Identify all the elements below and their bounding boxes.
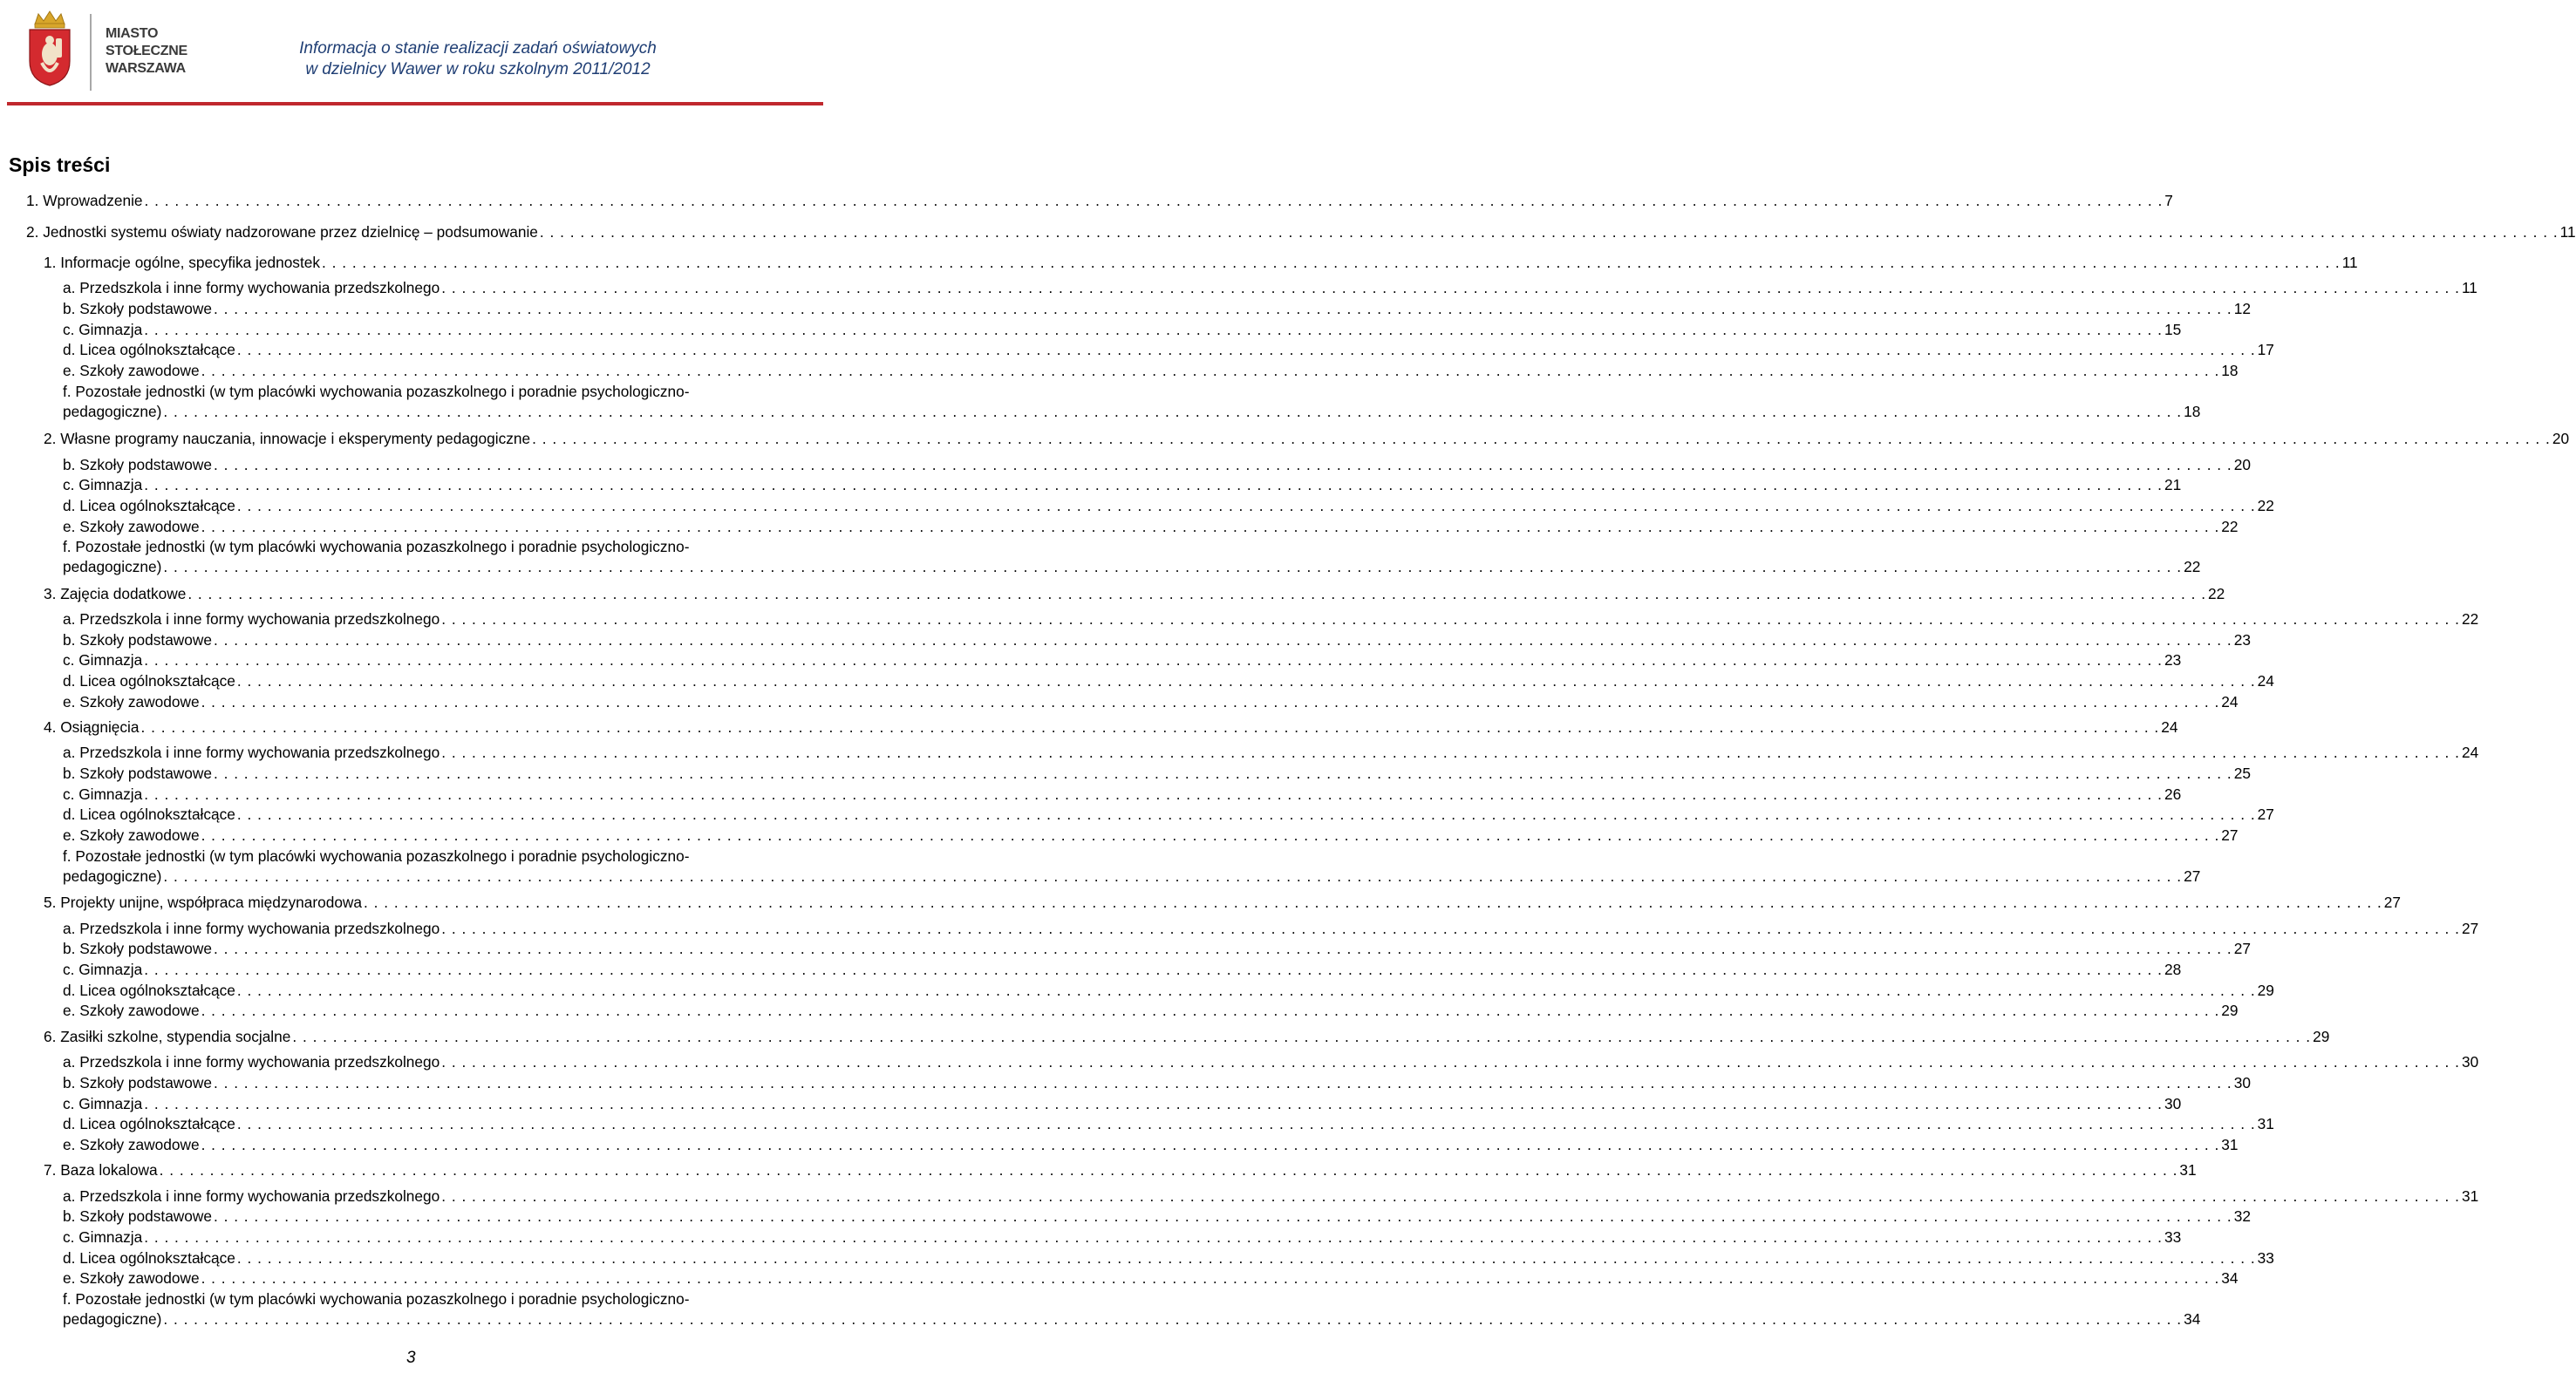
toc-entry[interactable]: [63, 1094, 2182, 1113]
toc-entry[interactable]: [44, 584, 2225, 603]
toc-entry-page: 33: [2164, 1228, 2182, 1246]
dot-leader: . . . . . . . . . . . . . . . . . . . . . . . . . . . . . . . . . . . . . . . . . . . . . . . . . . . . . . . . . . . . . . . . . . . . . . . . . . . . . . . . . . . . . . . . . . . . . . . . . . . . . . . . . . . . . . . . . . . . . . . . . . . . . . . . . . . . . . . . . . . . . . . . . . . . . . . . . . . . . . . . . . . . . . . . . . . . . . . . . . . . . . . . . . . . . . . . . . . . . . . .: [441, 1187, 2460, 1205]
toc-entry-page: 27: [2221, 826, 2239, 844]
toc-entry-label: pedagogiczne): [63, 1310, 162, 1328]
toc-entry-label: a. Przedszkola i inne formy wychowania przedszkolnego: [63, 1187, 440, 1205]
toc-entry-page: 32: [2233, 1207, 2251, 1225]
toc-entry-label: e. Szkoły zawodowe: [63, 518, 200, 535]
dot-leader: . . . . . . . . . . . . . . . . . . . . . . . . . . . . . . . . . . . . . . . . . . . . . . . . . . . . . . . . . . . . . . . . . . . . . . . . . . . . . . . . . . . . . . . . . . . . . . . . . . . . . . . . . . . . . . . . . . . . . . . . . . . . . . . . . . . . . . . . . . . . . . . . . . . . . . . . . . . . . . . . . . . . . . . . . . . . . . . . . . . . . . . . . . . . . . . . . . . . . . . .: [236, 982, 2256, 999]
dot-leader: . . . . . . . . . . . . . . . . . . . . . . . . . . . . . . . . . . . . . . . . . . . . . . . . . . . . . . . . . . . . . . . . . . . . . . . . . . . . . . . . . . . . . . . . . . . . . . . . . . . . . . . . . . . . . . . . . . . . . . . . . . . . . . . . . . . . . . . . . . . . . . . . . . . . . . . . . . . . . . . . . . . . . . . . . . . . . . . . . . . . . . . . . . . . . . . . . . . . . . . .: [201, 1002, 2220, 1019]
toc-entry[interactable]: [63, 630, 2251, 649]
toc-entry-page: 27: [2257, 806, 2274, 823]
dot-leader: . . . . . . . . . . . . . . . . . . . . . . . . . . . . . . . . . . . . . . . . . . . . . . . . . . . . . . . . . . . . . . . . . . . . . . . . . . . . . . . . . . . . . . . . . . . . . . . . . . . . . . . . . . . . . . . . . . . . . . . . . . . . . . . . . . . . . . . . . . . . . . . . . . . . . . . . . . . . . . . . . . . . . . . . . . . . . . . . . . . . . . . . . . . . . . . . . . . . . . . .: [163, 403, 2183, 420]
dot-leader: . . . . . . . . . . . . . . . . . . . . . . . . . . . . . . . . . . . . . . . . . . . . . . . . . . . . . . . . . . . . . . . . . . . . . . . . . . . . . . . . . . . . . . . . . . . . . . . . . . . . . . . . . . . . . . . . . . . . . . . . . . . . . . . . . . . . . . . . . . . . . . . . . . . . . . . . . . . . . . . . . . . . . . . . . . . . . . . . . . . . . . . . . . . . . . . . . . . . . . . .: [163, 1310, 2183, 1328]
dot-leader: . . . . . . . . . . . . . . . . . . . . . . . . . . . . . . . . . . . . . . . . . . . . . . . . . . . . . . . . . . . . . . . . . . . . . . . . . . . . . . . . . . . . . . . . . . . . . . . . . . . . . . . . . . . . . . . . . . . . . . . . . . . . . . . . . . . . . . . . . . . . . . . . . . . . . . . . . . . . . . . . . . . . . . . . . . . . . . . . . . . . . . . . . . . . . . . . . . . . . . . .: [441, 1053, 2460, 1071]
toc-entry-label: c. Gimnazja: [63, 961, 143, 978]
dot-leader: . . . . . . . . . . . . . . . . . . . . . . . . . . . . . . . . . . . . . . . . . . . . . . . . . . . . . . . . . . . . . . . . . . . . . . . . . . . . . . . . . . . . . . . . . . . . . . . . . . . . . . . . . . . . . . . . . . . . . . . . . . . . . . . . . . . . . . . . . . . . . . . . . . . . . . . . . . . . . . . . . . . . . . . . . . . . . . . . . . . . . . . . . . . . . . . . . . . . . . . .: [213, 940, 2232, 957]
toc-entry-page: 27: [2184, 867, 2201, 885]
toc-entry-label: c. Gimnazja: [63, 785, 143, 803]
toc-entry-page: 27: [2383, 894, 2401, 911]
toc-entry-label: pedagogiczne): [63, 558, 162, 575]
toc-entry[interactable]: [63, 939, 2251, 958]
toc-entry[interactable]: [63, 671, 2274, 690]
toc-entry-label: 1. Wprowadzenie: [26, 192, 143, 209]
toc-entry-label-line1: f. Pozostałe jednostki (w tym placówki wychowania pozaszkolnego i poradnie psychologiczno-: [63, 847, 690, 865]
toc-entry-label: d. Licea ogólnokształcące: [63, 672, 235, 690]
dot-leader: . . . . . . . . . . . . . . . . . . . . . . . . . . . . . . . . . . . . . . . . . . . . . . . . . . . . . . . . . . . . . . . . . . . . . . . . . . . . . . . . . . . . . . . . . . . . . . . . . . . . . . . . . . . . . . . . . . . . . . . . . . . . . . . . . . . . . . . . . . . . . . . . . . . . . . . . . . . . . . . . . . . . . . . . . . . . . . . . . . . . . . . . . . . . . . . . . . . . . . . .: [187, 585, 2207, 602]
toc-entry-page: 24: [2221, 693, 2239, 710]
toc-entry[interactable]: [63, 805, 2274, 824]
toc-entry-label: b. Szkoły podstawowe: [63, 1207, 212, 1225]
toc-entry-label: 1. Informacje ogólne, specyfika jednostek: [44, 254, 321, 271]
dot-leader: . . . . . . . . . . . . . . . . . . . . . . . . . . . . . . . . . . . . . . . . . . . . . . . . . . . . . . . . . . . . . . . . . . . . . . . . . . . . . . . . . . . . . . . . . . . . . . . . . . . . . . . . . . . . . . . . . . . . . . . . . . . . . . . . . . . . . . . . . . . . . . . . . . . . . . . . . . . . . . . . . . . . . . . . . . . . . . . . . . . . . . . . . . . . . . . . . . . . . . . .: [236, 1249, 2256, 1267]
toc-entry-label: a. Przedszkola i inne formy wychowania przedszkolnego: [63, 920, 440, 937]
toc-entry-label: 2. Własne programy nauczania, innowacje i eksperymenty pedagogiczne: [44, 430, 531, 447]
document-title-line2: w dzielnicy Wawer w roku szkolnym 2011/2012: [305, 60, 651, 78]
toc-entry-page: 24: [2461, 744, 2479, 761]
toc-entry[interactable]: [63, 1135, 2239, 1154]
toc-entry-label: d. Licea ogólnokształcące: [63, 982, 235, 999]
toc-entry[interactable]: [26, 191, 2173, 210]
toc-entry-page: 15: [2164, 321, 2182, 338]
toc-entry[interactable]: [63, 1186, 2479, 1206]
toc-entry-label: 6. Zasiłki szkolne, stypendia socjalne: [44, 1028, 291, 1045]
dot-leader: . . . . . . . . . . . . . . . . . . . . . . . . . . . . . . . . . . . . . . . . . . . . . . . . . . . . . . . . . . . . . . . . . . . . . . . . . . . . . . . . . . . . . . . . . . . . . . . . . . . . . . . . . . . . . . . . . . . . . . . . . . . . . . . . . . . . . . . . . . . . . . . . . . . . . . . . . . . . . . . . . . . . . . . . . . . . . . . . . . . . . . . . . . . . . . . . . . . . . . . .: [236, 1115, 2256, 1132]
dot-leader: . . . . . . . . . . . . . . . . . . . . . . . . . . . . . . . . . . . . . . . . . . . . . . . . . . . . . . . . . . . . . . . . . . . . . . . . . . . . . . . . . . . . . . . . . . . . . . . . . . . . . . . . . . . . . . . . . . . . . . . . . . . . . . . . . . . . . . . . . . . . . . . . . . . . . . . . . . . . . . . . . . . . . . . . . . . . . . . . . . . . . . . . . . . . . . . . . . . . . . . .: [144, 321, 2163, 338]
toc-entry[interactable]: [63, 650, 2182, 670]
toc-entry-label: d. Licea ogólnokształcące: [63, 806, 235, 823]
toc-entry-page: 34: [2221, 1269, 2239, 1287]
toc-entry[interactable]: [63, 1268, 2239, 1288]
toc-entry-page: 24: [2257, 672, 2274, 690]
dot-leader: . . . . . . . . . . . . . . . . . . . . . . . . . . . . . . . . . . . . . . . . . . . . . . . . . . . . . . . . . . . . . . . . . . . . . . . . . . . . . . . . . . . . . . . . . . . . . . . . . . . . . . . . . . . . . . . . . . . . . . . . . . . . . . . . . . . . . . . . . . . . . . . . . . . . . . . . . . . . . . . . . . . . . . . . . . . . . . . . . . . . . . . . . . . . . . . . . . . . . . . .: [144, 192, 2164, 209]
toc-entry-page: 30: [2461, 1053, 2479, 1071]
document-title-line1: Informacja o stanie realizacji zadań oświatowych: [299, 39, 657, 58]
dot-leader: . . . . . . . . . . . . . . . . . . . . . . . . . . . . . . . . . . . . . . . . . . . . . . . . . . . . . . . . . . . . . . . . . . . . . . . . . . . . . . . . . . . . . . . . . . . . . . . . . . . . . . . . . . . . . . . . . . . . . . . . . . . . . . . . . . . . . . . . . . . . . . . . . . . . . . . . . . . . . . . . . . . . . . . . . . . . . . . . . . . . . . . . . . . . . . . . . . . . . . . .: [144, 476, 2163, 493]
toc-entry-page: 27: [2461, 920, 2479, 937]
toc-entry-page: 29: [2221, 1002, 2239, 1019]
toc-entry[interactable]: [63, 402, 2201, 421]
toc-entry-label: c. Gimnazja: [63, 321, 143, 338]
toc-entry-label: pedagogiczne): [63, 403, 162, 420]
toc-entry-page: 18: [2184, 403, 2201, 420]
toc-entry-label: c. Gimnazja: [63, 651, 143, 669]
toc-entry-page: 26: [2164, 785, 2182, 803]
page-number: 3: [406, 1349, 416, 1367]
toc-entry-label: b. Szkoły podstawowe: [63, 631, 212, 649]
toc-entry[interactable]: [44, 1027, 2330, 1046]
toc-entry[interactable]: [44, 429, 2570, 448]
toc-entry-page: 33: [2257, 1249, 2274, 1267]
dot-leader: . . . . . . . . . . . . . . . . . . . . . . . . . . . . . . . . . . . . . . . . . . . . . . . . . . . . . . . . . . . . . . . . . . . . . . . . . . . . . . . . . . . . . . . . . . . . . . . . . . . . . . . . . . . . . . . . . . . . . . . . . . . . . . . . . . . . . . . . . . . . . . . . . . . . . . . . . . . . . . . . . . . . . . . . . . . . . . . . . . . . . . . . . . . . . . . . . . . . . . . .: [539, 223, 2559, 241]
toc-heading: Spis treści: [9, 153, 111, 176]
toc-entry[interactable]: [63, 1248, 2274, 1268]
toc-entry[interactable]: [63, 278, 2477, 297]
toc-entry-label: pedagogiczne): [63, 867, 162, 885]
toc-entry[interactable]: [63, 826, 2239, 845]
toc-entry-page: 20: [2233, 456, 2251, 473]
toc-entry-page: 17: [2257, 341, 2274, 358]
toc-entry-page: 24: [2161, 718, 2178, 736]
toc-entry-page: 31: [2257, 1115, 2274, 1132]
toc-entry-page: 11: [2559, 223, 2576, 241]
dot-leader: . . . . . . . . . . . . . . . . . . . . . . . . . . . . . . . . . . . . . . . . . . . . . . . . . . . . . . . . . . . . . . . . . . . . . . . . . . . . . . . . . . . . . . . . . . . . . . . . . . . . . . . . . . . . . . . . . . . . . . . . . . . . . . . . . . . . . . . . . . . . . . . . . . . . . . . . . . . . . . . . . . . . . . . . . . . . . . . . . . . . . . . . . . . . . . . . . . . . . . . .: [236, 497, 2256, 514]
dot-leader: . . . . . . . . . . . . . . . . . . . . . . . . . . . . . . . . . . . . . . . . . . . . . . . . . . . . . . . . . . . . . . . . . . . . . . . . . . . . . . . . . . . . . . . . . . . . . . . . . . . . . . . . . . . . . . . . . . . . . . . . . . . . . . . . . . . . . . . . . . . . . . . . . . . . . . . . . . . . . . . . . . . . . . . . . . . . . . . . . . . . . . . . . . . . . . . . . . . . . . . .: [236, 341, 2256, 358]
toc-entry[interactable]: [63, 361, 2239, 380]
toc-entry-page: 22: [2184, 558, 2201, 575]
toc-entry-label: a. Przedszkola i inne formy wychowania przedszkolnego: [63, 279, 440, 296]
dot-leader: . . . . . . . . . . . . . . . . . . . . . . . . . . . . . . . . . . . . . . . . . . . . . . . . . . . . . . . . . . . . . . . . . . . . . . . . . . . . . . . . . . . . . . . . . . . . . . . . . . . . . . . . . . . . . . . . . . . . . . . . . . . . . . . . . . . . . . . . . . . . . . . . . . . . . . . . . . . . . . . . . . . . . . . . . . . . . . . . . . . . . . . . . . . . . . . . . . . . . . . .: [144, 961, 2163, 978]
toc-entry[interactable]: [44, 717, 2178, 737]
toc-entry[interactable]: [63, 1309, 2201, 1329]
toc-entry[interactable]: [26, 222, 2576, 241]
toc-entry[interactable]: [63, 1114, 2274, 1133]
dot-leader: . . . . . . . . . . . . . . . . . . . . . . . . . . . . . . . . . . . . . . . . . . . . . . . . . . . . . . . . . . . . . . . . . . . . . . . . . . . . . . . . . . . . . . . . . . . . . . . . . . . . . . . . . . . . . . . . . . . . . . . . . . . . . . . . . . . . . . . . . . . . . . . . . . . . . . . . . . . . . . . . . . . . . . . . . . . . . . . . . . . . . . . . . . . . . . . . . . . . . . . .: [163, 867, 2183, 885]
toc-entry-label: b. Szkoły podstawowe: [63, 1074, 212, 1091]
toc-entry[interactable]: [44, 253, 2358, 272]
toc-entry[interactable]: [44, 893, 2401, 912]
toc-entry-label: e. Szkoły zawodowe: [63, 1002, 200, 1019]
toc-entry-label: e. Szkoły zawodowe: [63, 1269, 200, 1287]
toc-entry-page: 23: [2164, 651, 2182, 669]
dot-leader: . . . . . . . . . . . . . . . . . . . . . . . . . . . . . . . . . . . . . . . . . . . . . . . . . . . . . . . . . . . . . . . . . . . . . . . . . . . . . . . . . . . . . . . . . . . . . . . . . . . . . . . . . . . . . . . . . . . . . . . . . . . . . . . . . . . . . . . . . . . . . . . . . . . . . . . . . . . . . . . . . . . . . . . . . . . . . . . . . . . . . . . . . . . . . . . . . . . . . . . .: [213, 1207, 2232, 1225]
toc-entry-page: 21: [2164, 476, 2182, 493]
toc-entry-page: 22: [2221, 518, 2239, 535]
toc-entry-page: 31: [2221, 1136, 2239, 1153]
dot-leader: . . . . . . . . . . . . . . . . . . . . . . . . . . . . . . . . . . . . . . . . . . . . . . . . . . . . . . . . . . . . . . . . . . . . . . . . . . . . . . . . . . . . . . . . . . . . . . . . . . . . . . . . . . . . . . . . . . . . . . . . . . . . . . . . . . . . . . . . . . . . . . . . . . . . . . . . . . . . . . . . . . . . . . . . . . . . . . . . . . . . . . . . . . . . . . . . . . . . . . . .: [201, 1269, 2220, 1287]
dot-leader: . . . . . . . . . . . . . . . . . . . . . . . . . . . . . . . . . . . . . . . . . . . . . . . . . . . . . . . . . . . . . . . . . . . . . . . . . . . . . . . . . . . . . . . . . . . . . . . . . . . . . . . . . . . . . . . . . . . . . . . . . . . . . . . . . . . . . . . . . . . . . . . . . . . . . . . . . . . . . . . . . . . . . . . . . . . . . . . . . . . . . . . . . . . . . . . . . . . . . . . .: [140, 718, 2160, 736]
toc-entry[interactable]: [63, 1001, 2239, 1020]
toc-entry-page: 18: [2221, 362, 2239, 379]
toc-entry-label: a. Przedszkola i inne formy wychowania przedszkolnego: [63, 744, 440, 761]
toc-entry[interactable]: [63, 919, 2479, 938]
toc-entry-page: 28: [2164, 961, 2182, 978]
toc-entry[interactable]: [63, 609, 2479, 629]
toc-entry-label: c. Gimnazja: [63, 1095, 143, 1112]
dot-leader: . . . . . . . . . . . . . . . . . . . . . . . . . . . . . . . . . . . . . . . . . . . . . . . . . . . . . . . . . . . . . . . . . . . . . . . . . . . . . . . . . . . . . . . . . . . . . . . . . . . . . . . . . . . . . . . . . . . . . . . . . . . . . . . . . . . . . . . . . . . . . . . . . . . . . . . . . . . . . . . . . . . . . . . . . . . . . . . . . . . . . . . . . . . . . . . . . . . . . . . .: [441, 279, 2460, 296]
dot-leader: . . . . . . . . . . . . . . . . . . . . . . . . . . . . . . . . . . . . . . . . . . . . . . . . . . . . . . . . . . . . . . . . . . . . . . . . . . . . . . . . . . . . . . . . . . . . . . . . . . . . . . . . . . . . . . . . . . . . . . . . . . . . . . . . . . . . . . . . . . . . . . . . . . . . . . . . . . . . . . . . . . . . . . . . . . . . . . . . . . . . . . . . . . . . . . . . . . . . . . . .: [441, 744, 2460, 761]
dot-leader: . . . . . . . . . . . . . . . . . . . . . . . . . . . . . . . . . . . . . . . . . . . . . . . . . . . . . . . . . . . . . . . . . . . . . . . . . . . . . . . . . . . . . . . . . . . . . . . . . . . . . . . . . . . . . . . . . . . . . . . . . . . . . . . . . . . . . . . . . . . . . . . . . . . . . . . . . . . . . . . . . . . . . . . . . . . . . . . . . . . . . . . . . . . . . . . . . . . . . . . .: [364, 894, 2382, 911]
toc-entry[interactable]: [63, 785, 2182, 804]
toc-entry[interactable]: [63, 1227, 2182, 1247]
toc-entry[interactable]: [63, 1073, 2251, 1092]
toc-entry-page: 22: [2257, 497, 2274, 514]
toc-entry-page: 31: [2179, 1161, 2197, 1179]
dot-leader: . . . . . . . . . . . . . . . . . . . . . . . . . . . . . . . . . . . . . . . . . . . . . . . . . . . . . . . . . . . . . . . . . . . . . . . . . . . . . . . . . . . . . . . . . . . . . . . . . . . . . . . . . . . . . . . . . . . . . . . . . . . . . . . . . . . . . . . . . . . . . . . . . . . . . . . . . . . . . . . . . . . . . . . . . . . . . . . . . . . . . . . . . . . . . . . . . . . . . . . .: [441, 920, 2460, 937]
dot-leader: . . . . . . . . . . . . . . . . . . . . . . . . . . . . . . . . . . . . . . . . . . . . . . . . . . . . . . . . . . . . . . . . . . . . . . . . . . . . . . . . . . . . . . . . . . . . . . . . . . . . . . . . . . . . . . . . . . . . . . . . . . . . . . . . . . . . . . . . . . . . . . . . . . . . . . . . . . . . . . . . . . . . . . . . . . . . . . . . . . . . . . . . . . . . . . . . . . . . . . . .: [159, 1161, 2178, 1179]
toc-entry-label-line1: f. Pozostałe jednostki (w tym placówki wychowania pozaszkolnego i poradnie psychologiczno-: [63, 538, 690, 555]
toc-entry-label: c. Gimnazja: [63, 1228, 143, 1246]
toc-entry-label: 5. Projekty unijne, współpraca międzynarodowa: [44, 894, 363, 911]
toc-entry-label: e. Szkoły zawodowe: [63, 1136, 200, 1153]
toc-entry-page: 12: [2233, 300, 2251, 317]
dot-leader: . . . . . . . . . . . . . . . . . . . . . . . . . . . . . . . . . . . . . . . . . . . . . . . . . . . . . . . . . . . . . . . . . . . . . . . . . . . . . . . . . . . . . . . . . . . . . . . . . . . . . . . . . . . . . . . . . . . . . . . . . . . . . . . . . . . . . . . . . . . . . . . . . . . . . . . . . . . . . . . . . . . . . . . . . . . . . . . . . . . . . . . . . . . . . . . . . . . . . . . .: [532, 430, 2551, 447]
toc-entry[interactable]: [63, 299, 2251, 318]
toc-entry[interactable]: [63, 557, 2201, 576]
dot-leader: . . . . . . . . . . . . . . . . . . . . . . . . . . . . . . . . . . . . . . . . . . . . . . . . . . . . . . . . . . . . . . . . . . . . . . . . . . . . . . . . . . . . . . . . . . . . . . . . . . . . . . . . . . . . . . . . . . . . . . . . . . . . . . . . . . . . . . . . . . . . . . . . . . . . . . . . . . . . . . . . . . . . . . . . . . . . . . . . . . . . . . . . . . . . . . . . . . . . . . . .: [201, 693, 2220, 710]
toc-entry-page: 30: [2164, 1095, 2182, 1112]
toc-entry[interactable]: [63, 340, 2274, 359]
toc-entry-label: a. Przedszkola i inne formy wychowania przedszkolnego: [63, 1053, 440, 1071]
toc-entry[interactable]: [63, 517, 2239, 536]
dot-leader: . . . . . . . . . . . . . . . . . . . . . . . . . . . . . . . . . . . . . . . . . . . . . . . . . . . . . . . . . . . . . . . . . . . . . . . . . . . . . . . . . . . . . . . . . . . . . . . . . . . . . . . . . . . . . . . . . . . . . . . . . . . . . . . . . . . . . . . . . . . . . . . . . . . . . . . . . . . . . . . . . . . . . . . . . . . . . . . . . . . . . . . . . . . . . . . . . . . . . . . .: [144, 1228, 2163, 1246]
toc-entry-page: 31: [2461, 1187, 2479, 1205]
dot-leader: . . . . . . . . . . . . . . . . . . . . . . . . . . . . . . . . . . . . . . . . . . . . . . . . . . . . . . . . . . . . . . . . . . . . . . . . . . . . . . . . . . . . . . . . . . . . . . . . . . . . . . . . . . . . . . . . . . . . . . . . . . . . . . . . . . . . . . . . . . . . . . . . . . . . . . . . . . . . . . . . . . . . . . . . . . . . . . . . . . . . . . . . . . . . . . . . . . . . . . . .: [163, 558, 2183, 575]
toc-entry-page: 11: [2461, 279, 2477, 296]
toc-entry[interactable]: [63, 475, 2182, 494]
toc-entry-label-line1: f. Pozostałe jednostki (w tym placówki wychowania pozaszkolnego i poradnie psychologiczno-: [63, 1290, 690, 1308]
dot-leader: . . . . . . . . . . . . . . . . . . . . . . . . . . . . . . . . . . . . . . . . . . . . . . . . . . . . . . . . . . . . . . . . . . . . . . . . . . . . . . . . . . . . . . . . . . . . . . . . . . . . . . . . . . . . . . . . . . . . . . . . . . . . . . . . . . . . . . . . . . . . . . . . . . . . . . . . . . . . . . . . . . . . . . . . . . . . . . . . . . . . . . . . . . . . . . . . . . . . . . . .: [201, 826, 2220, 844]
toc-entry-page: 11: [2341, 254, 2358, 271]
toc-entry-page: 25: [2233, 765, 2251, 782]
dot-leader: . . . . . . . . . . . . . . . . . . . . . . . . . . . . . . . . . . . . . . . . . . . . . . . . . . . . . . . . . . . . . . . . . . . . . . . . . . . . . . . . . . . . . . . . . . . . . . . . . . . . . . . . . . . . . . . . . . . . . . . . . . . . . . . . . . . . . . . . . . . . . . . . . . . . . . . . . . . . . . . . . . . . . . . . . . . . . . . . . . . . . . . . . . . . . . . . . . . . . . . .: [213, 765, 2232, 782]
toc-entry-label: 4. Osiągnięcia: [44, 718, 140, 736]
dot-leader: . . . . . . . . . . . . . . . . . . . . . . . . . . . . . . . . . . . . . . . . . . . . . . . . . . . . . . . . . . . . . . . . . . . . . . . . . . . . . . . . . . . . . . . . . . . . . . . . . . . . . . . . . . . . . . . . . . . . . . . . . . . . . . . . . . . . . . . . . . . . . . . . . . . . . . . . . . . . . . . . . . . . . . . . . . . . . . . . . . . . . . . . . . . . . . . . . . . . . . . .: [322, 254, 2341, 271]
toc-entry-label: a. Przedszkola i inne formy wychowania przedszkolnego: [63, 610, 440, 628]
toc-entry-page: 7: [2164, 192, 2173, 209]
toc-entry-page: 20: [2552, 430, 2570, 447]
toc-entry-label: 3. Zajęcia dodatkowe: [44, 585, 187, 602]
toc-entry[interactable]: [63, 867, 2201, 886]
dot-leader: . . . . . . . . . . . . . . . . . . . . . . . . . . . . . . . . . . . . . . . . . . . . . . . . . . . . . . . . . . . . . . . . . . . . . . . . . . . . . . . . . . . . . . . . . . . . . . . . . . . . . . . . . . . . . . . . . . . . . . . . . . . . . . . . . . . . . . . . . . . . . . . . . . . . . . . . . . . . . . . . . . . . . . . . . . . . . . . . . . . . . . . . . . . . . . . . . . . . . . . .: [441, 610, 2460, 628]
city-name-line2: STOŁECZNE: [106, 44, 187, 58]
dot-leader: . . . . . . . . . . . . . . . . . . . . . . . . . . . . . . . . . . . . . . . . . . . . . . . . . . . . . . . . . . . . . . . . . . . . . . . . . . . . . . . . . . . . . . . . . . . . . . . . . . . . . . . . . . . . . . . . . . . . . . . . . . . . . . . . . . . . . . . . . . . . . . . . . . . . . . . . . . . . . . . . . . . . . . . . . . . . . . . . . . . . . . . . . . . . . . . . . . . . . . . .: [201, 362, 2220, 379]
city-name-line3: WARSZAWA: [106, 61, 186, 76]
toc-entry-label: b. Szkoły podstawowe: [63, 456, 212, 473]
dot-leader: . . . . . . . . . . . . . . . . . . . . . . . . . . . . . . . . . . . . . . . . . . . . . . . . . . . . . . . . . . . . . . . . . . . . . . . . . . . . . . . . . . . . . . . . . . . . . . . . . . . . . . . . . . . . . . . . . . . . . . . . . . . . . . . . . . . . . . . . . . . . . . . . . . . . . . . . . . . . . . . . . . . . . . . . . . . . . . . . . . . . . . . . . . . . . . . . . . . . . . . .: [292, 1028, 2312, 1045]
toc-entry-label: d. Licea ogólnokształcące: [63, 1249, 235, 1267]
toc-entry[interactable]: [44, 1160, 2197, 1180]
toc-entry-label: e. Szkoły zawodowe: [63, 362, 200, 379]
toc-entry-page: 29: [2313, 1028, 2330, 1045]
toc-entry[interactable]: [63, 743, 2479, 762]
toc-entry-label: d. Licea ogólnokształcące: [63, 497, 235, 514]
dot-leader: . . . . . . . . . . . . . . . . . . . . . . . . . . . . . . . . . . . . . . . . . . . . . . . . . . . . . . . . . . . . . . . . . . . . . . . . . . . . . . . . . . . . . . . . . . . . . . . . . . . . . . . . . . . . . . . . . . . . . . . . . . . . . . . . . . . . . . . . . . . . . . . . . . . . . . . . . . . . . . . . . . . . . . . . . . . . . . . . . . . . . . . . . . . . . . . . . . . . . . . .: [144, 651, 2163, 669]
dot-leader: . . . . . . . . . . . . . . . . . . . . . . . . . . . . . . . . . . . . . . . . . . . . . . . . . . . . . . . . . . . . . . . . . . . . . . . . . . . . . . . . . . . . . . . . . . . . . . . . . . . . . . . . . . . . . . . . . . . . . . . . . . . . . . . . . . . . . . . . . . . . . . . . . . . . . . . . . . . . . . . . . . . . . . . . . . . . . . . . . . . . . . . . . . . . . . . . . . . . . . . .: [144, 1095, 2163, 1112]
toc-entry[interactable]: [63, 981, 2274, 1000]
dot-leader: . . . . . . . . . . . . . . . . . . . . . . . . . . . . . . . . . . . . . . . . . . . . . . . . . . . . . . . . . . . . . . . . . . . . . . . . . . . . . . . . . . . . . . . . . . . . . . . . . . . . . . . . . . . . . . . . . . . . . . . . . . . . . . . . . . . . . . . . . . . . . . . . . . . . . . . . . . . . . . . . . . . . . . . . . . . . . . . . . . . . . . . . . . . . . . . . . . . . . . . .: [213, 456, 2232, 473]
toc-entry-page: 30: [2233, 1074, 2251, 1091]
toc-entry-label: 7. Baza lokalowa: [44, 1161, 158, 1179]
toc-entry-label: b. Szkoły podstawowe: [63, 765, 212, 782]
dot-leader: . . . . . . . . . . . . . . . . . . . . . . . . . . . . . . . . . . . . . . . . . . . . . . . . . . . . . . . . . . . . . . . . . . . . . . . . . . . . . . . . . . . . . . . . . . . . . . . . . . . . . . . . . . . . . . . . . . . . . . . . . . . . . . . . . . . . . . . . . . . . . . . . . . . . . . . . . . . . . . . . . . . . . . . . . . . . . . . . . . . . . . . . . . . . . . . . . . . . . . . .: [201, 518, 2220, 535]
toc-entry-label-line1: f. Pozostałe jednostki (w tym placówki wychowania pozaszkolnego i poradnie psychologiczno-: [63, 383, 690, 400]
toc-entry-page: 22: [2461, 610, 2479, 628]
toc-entry-page: 29: [2257, 982, 2274, 999]
dot-leader: . . . . . . . . . . . . . . . . . . . . . . . . . . . . . . . . . . . . . . . . . . . . . . . . . . . . . . . . . . . . . . . . . . . . . . . . . . . . . . . . . . . . . . . . . . . . . . . . . . . . . . . . . . . . . . . . . . . . . . . . . . . . . . . . . . . . . . . . . . . . . . . . . . . . . . . . . . . . . . . . . . . . . . . . . . . . . . . . . . . . . . . . . . . . . . . . . . . . . . . .: [236, 806, 2256, 823]
toc-entry-label: e. Szkoły zawodowe: [63, 826, 200, 844]
city-name-line1: MIASTO: [106, 26, 159, 41]
toc-entry-label: e. Szkoły zawodowe: [63, 693, 200, 710]
toc-entry[interactable]: [63, 496, 2274, 515]
dot-leader: . . . . . . . . . . . . . . . . . . . . . . . . . . . . . . . . . . . . . . . . . . . . . . . . . . . . . . . . . . . . . . . . . . . . . . . . . . . . . . . . . . . . . . . . . . . . . . . . . . . . . . . . . . . . . . . . . . . . . . . . . . . . . . . . . . . . . . . . . . . . . . . . . . . . . . . . . . . . . . . . . . . . . . . . . . . . . . . . . . . . . . . . . . . . . . . . . . . . . . . .: [213, 631, 2232, 649]
dot-leader: . . . . . . . . . . . . . . . . . . . . . . . . . . . . . . . . . . . . . . . . . . . . . . . . . . . . . . . . . . . . . . . . . . . . . . . . . . . . . . . . . . . . . . . . . . . . . . . . . . . . . . . . . . . . . . . . . . . . . . . . . . . . . . . . . . . . . . . . . . . . . . . . . . . . . . . . . . . . . . . . . . . . . . . . . . . . . . . . . . . . . . . . . . . . . . . . . . . . . . . .: [213, 1074, 2232, 1091]
toc-entry-label: b. Szkoły podstawowe: [63, 300, 212, 317]
dot-leader: . . . . . . . . . . . . . . . . . . . . . . . . . . . . . . . . . . . . . . . . . . . . . . . . . . . . . . . . . . . . . . . . . . . . . . . . . . . . . . . . . . . . . . . . . . . . . . . . . . . . . . . . . . . . . . . . . . . . . . . . . . . . . . . . . . . . . . . . . . . . . . . . . . . . . . . . . . . . . . . . . . . . . . . . . . . . . . . . . . . . . . . . . . . . . . . . . . . . . . . .: [201, 1136, 2220, 1153]
toc-entry[interactable]: [63, 1207, 2251, 1226]
toc-entry-label: c. Gimnazja: [63, 476, 143, 493]
toc-entry[interactable]: [63, 692, 2239, 711]
toc-entry-label: d. Licea ogólnokształcące: [63, 1115, 235, 1132]
toc-entry[interactable]: [63, 455, 2251, 474]
toc-entry-page: 27: [2233, 940, 2251, 957]
toc-entry-label: 2. Jednostki systemu oświaty nadzorowane przez dzielnicę – podsumowanie: [26, 223, 538, 241]
toc-entry[interactable]: [63, 320, 2182, 339]
dot-leader: . . . . . . . . . . . . . . . . . . . . . . . . . . . . . . . . . . . . . . . . . . . . . . . . . . . . . . . . . . . . . . . . . . . . . . . . . . . . . . . . . . . . . . . . . . . . . . . . . . . . . . . . . . . . . . . . . . . . . . . . . . . . . . . . . . . . . . . . . . . . . . . . . . . . . . . . . . . . . . . . . . . . . . . . . . . . . . . . . . . . . . . . . . . . . . . . . . . . . . . .: [144, 785, 2163, 803]
toc-entry[interactable]: [63, 960, 2182, 979]
toc-entry[interactable]: [63, 764, 2251, 783]
toc-entry-page: 22: [2208, 585, 2225, 602]
toc-entry-page: 23: [2233, 631, 2251, 649]
dot-leader: . . . . . . . . . . . . . . . . . . . . . . . . . . . . . . . . . . . . . . . . . . . . . . . . . . . . . . . . . . . . . . . . . . . . . . . . . . . . . . . . . . . . . . . . . . . . . . . . . . . . . . . . . . . . . . . . . . . . . . . . . . . . . . . . . . . . . . . . . . . . . . . . . . . . . . . . . . . . . . . . . . . . . . . . . . . . . . . . . . . . . . . . . . . . . . . . . . . . . . . .: [236, 672, 2256, 690]
toc-entry[interactable]: [63, 1052, 2479, 1071]
toc-entry-label: b. Szkoły podstawowe: [63, 940, 212, 957]
dot-leader: . . . . . . . . . . . . . . . . . . . . . . . . . . . . . . . . . . . . . . . . . . . . . . . . . . . . . . . . . . . . . . . . . . . . . . . . . . . . . . . . . . . . . . . . . . . . . . . . . . . . . . . . . . . . . . . . . . . . . . . . . . . . . . . . . . . . . . . . . . . . . . . . . . . . . . . . . . . . . . . . . . . . . . . . . . . . . . . . . . . . . . . . . . . . . . . . . . . . . . . .: [213, 300, 2232, 317]
toc-entry-page: 34: [2184, 1310, 2201, 1328]
toc-entry-label: d. Licea ogólnokształcące: [63, 341, 235, 358]
